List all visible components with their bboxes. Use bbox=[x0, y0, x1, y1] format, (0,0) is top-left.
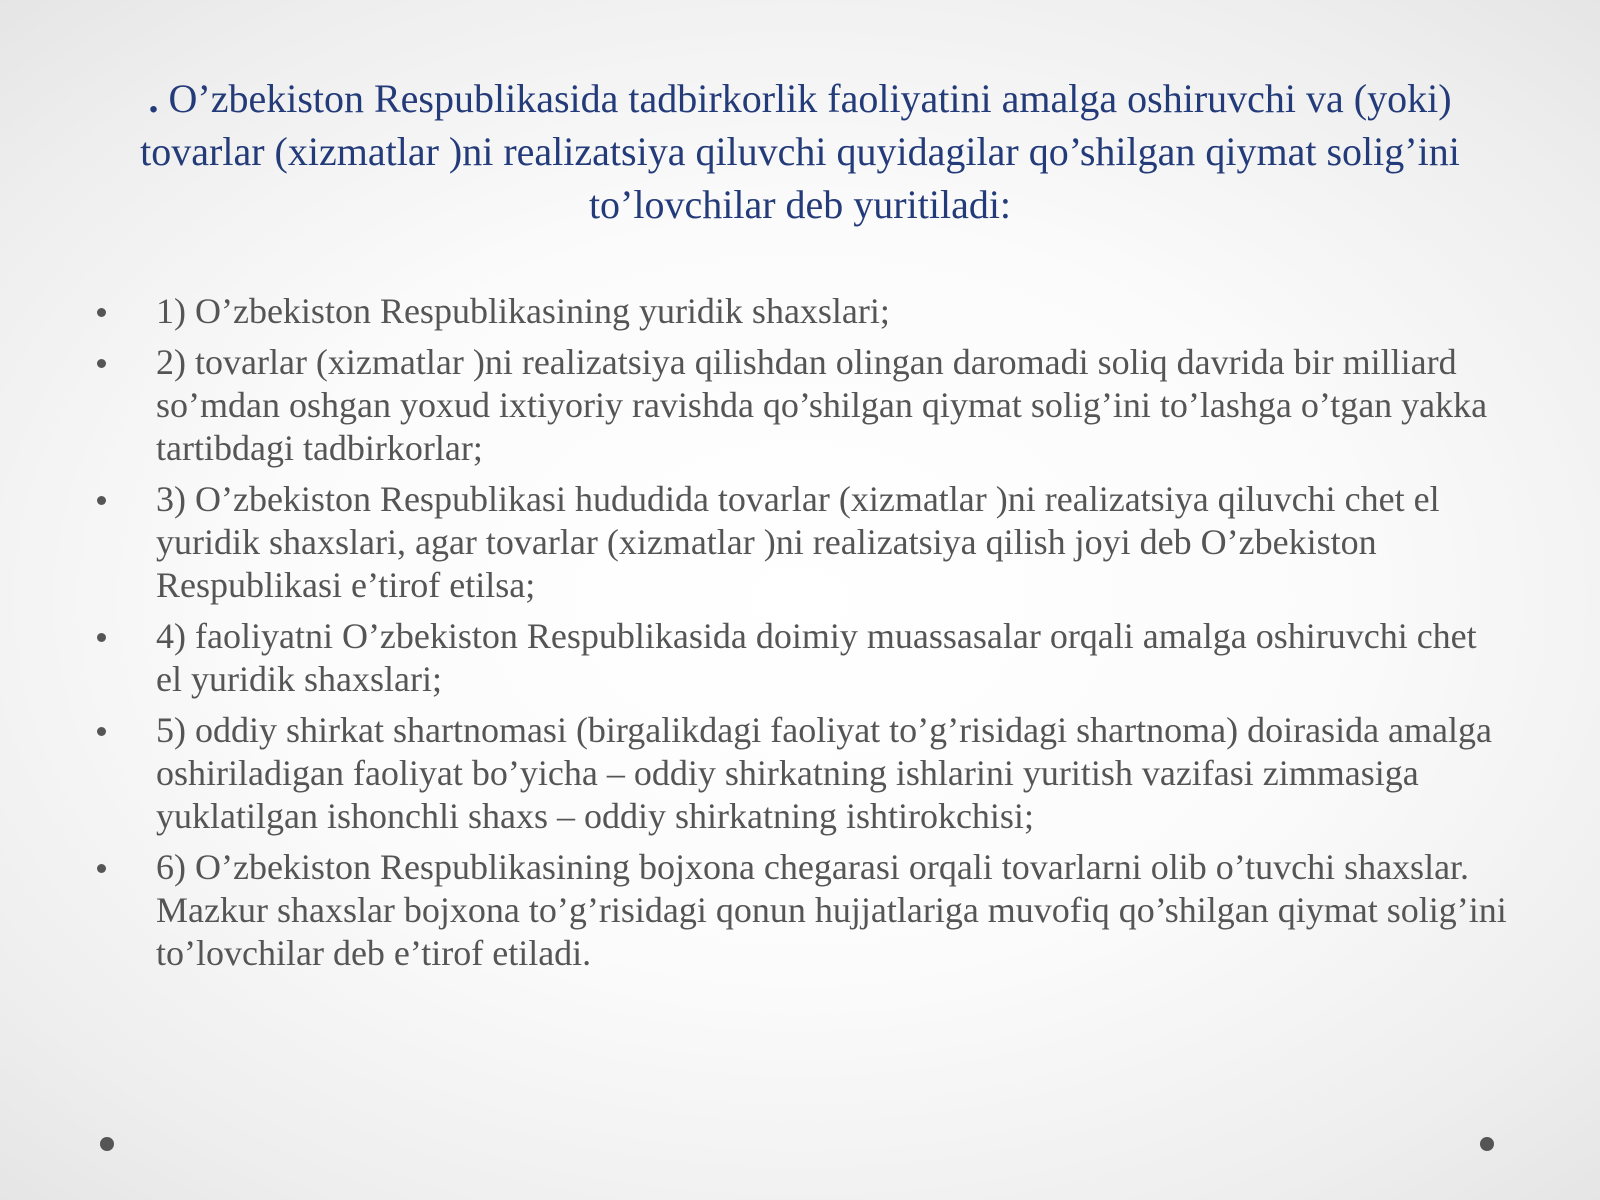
decorative-dot-icon bbox=[1480, 1137, 1494, 1151]
bullet-list bbox=[90, 290, 1510, 983]
bullet-dot-icon bbox=[97, 308, 106, 317]
list-item-text: 2) tovarlar (xizmatlar )ni realizatsiya qilishdan olingan daromadi soliq davrida bir milliard so’mdan oshgan yoxud ixtiyoriy ravishda qo’shilgan qiymat solig’ini to’lashga o’tgan yakka tartibdagi tadbirkorlar; bbox=[156, 342, 1488, 468]
list-item bbox=[90, 615, 1510, 701]
title-text: O’zbekiston Respublikasida tadbirkorlik faoliyatini amalga oshiruvchi va (yoki) tovarlar (xizmatlar )ni realizatsiya qiluvchi quyidagilar qo’shilgan qiymat solig’ini to’lovchilar deb yuritiladi: bbox=[140, 76, 1460, 227]
list-item bbox=[90, 341, 1510, 470]
bullet-dot-icon bbox=[97, 496, 106, 505]
list-item bbox=[90, 290, 1510, 333]
list-item-text: 6) O’zbekiston Respublikasining bojxona chegarasi orqali tovarlarni olib o’tuvchi shaxslar. Mazkur shaxslar bojxona to’g’risidagi qonun hujjatlariga muvofiq qo’shilgan qiymat solig’ini to’lovchilar deb e’tirof etiladi. bbox=[156, 847, 1507, 973]
list-item-text: 5) oddiy shirkat shartnomasi (birgalikdagi faoliyat to’g’risidagi shartnoma) doirasida amalga oshiriladigan faoliyat bo’yicha – oddiy shirkatning ishlarini yuritish vazifasi zimmasiga yuklatilgan ishonchli shaxs – oddiy shirkatning ishtirokchisi; bbox=[156, 710, 1492, 836]
list-item-text: 4) faoliyatni O’zbekiston Respublikasida doimiy muassasalar orqali amalga oshiruvchi chet el yuridik shaxslari; bbox=[156, 616, 1477, 699]
title-lead-dot: . bbox=[148, 76, 159, 121]
slide-title bbox=[110, 72, 1490, 231]
bullet-dot-icon bbox=[97, 359, 106, 368]
list-item bbox=[90, 846, 1510, 975]
bullet-dot-icon bbox=[97, 864, 106, 873]
bullet-dot-icon bbox=[97, 633, 106, 642]
decorative-dot-icon bbox=[100, 1137, 114, 1151]
list-item-text: 1) O’zbekiston Respublikasining yuridik shaxslari; bbox=[156, 291, 890, 331]
list-item bbox=[90, 709, 1510, 838]
list-item-text: 3) O’zbekiston Respublikasi hududida tovarlar (xizmatlar )ni realizatsiya qiluvchi chet el yuridik shaxslari, agar tovarlar (xizmatlar )ni realizatsiya qilish joyi deb O’zbekiston Respublikasi e’tirof etilsa; bbox=[156, 479, 1440, 605]
list-item bbox=[90, 478, 1510, 607]
bullet-dot-icon bbox=[97, 727, 106, 736]
